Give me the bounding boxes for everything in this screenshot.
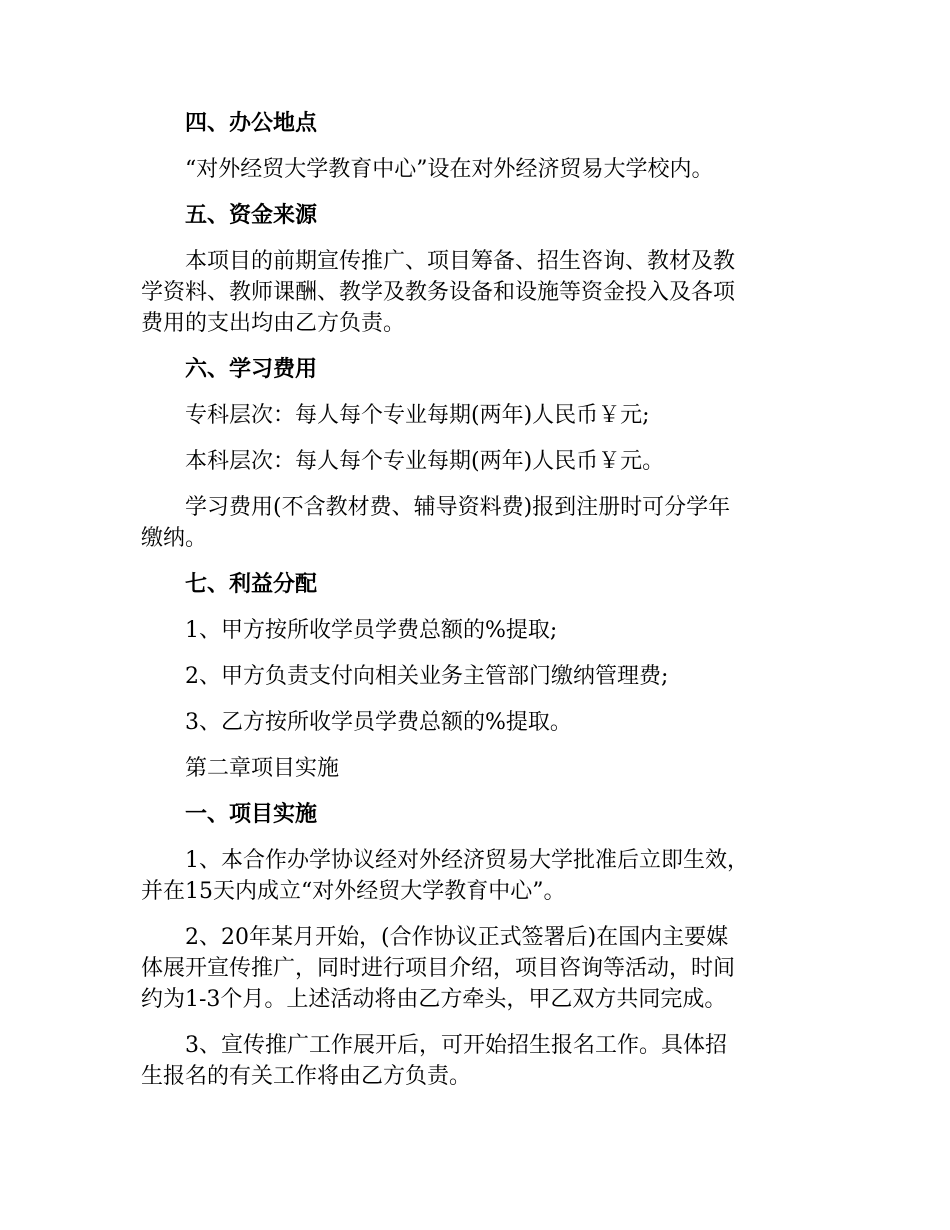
funding-line-3: 费用的支出均由乙方负责。 [141, 311, 406, 336]
section-heading-office-location: 四、办公地点 [185, 111, 318, 136]
fee-note-line-2: 缴纳。 [141, 526, 208, 551]
section-heading-project-implementation: 一、项目实施 [185, 802, 318, 827]
impl2-line-3: 约为1-3个月。上述活动将由乙方牵头，甲乙双方共同完成。 [141, 987, 727, 1012]
fee-zhuanke: 专科层次：每人每个专业每期(两年)人民币￥元; [185, 403, 650, 428]
impl1-line-1: 1、本合作办学协议经对外经济贸易大学批准后立即生效， [185, 848, 749, 873]
benefit-item-1: 1、甲方按所收学员学费总额的%提取; [185, 618, 558, 643]
implementation-item-1 [141, 845, 816, 907]
funding-line-1: 本项目的前期宣传推广、项目筹备、招生咨询、教材及教 [185, 249, 736, 274]
fee-note-line-1: 学习费用(不含教材费、辅导资料费)报到注册时可分学年 [185, 495, 731, 520]
impl1-line-2: 并在15天内成立“对外经贸大学教育中心”。 [141, 879, 566, 904]
implementation-item-3 [141, 1030, 816, 1092]
section-heading-funding-source: 五、资金来源 [185, 203, 318, 228]
impl3-line-1: 3、宣传推广工作展开后，可开始招生报名工作。具体招 [185, 1033, 727, 1058]
funding-source-text [141, 246, 816, 339]
funding-line-2: 学资料、教师课酬、教学及教务设备和设施等资金投入及各项 [141, 280, 736, 305]
office-location-text: “对外经贸大学教育中心”设在对外经济贸易大学校内。 [185, 157, 714, 182]
benefit-item-2: 2、甲方负责支付向相关业务主管部门缴纳管理费; [185, 664, 669, 689]
benefit-item-3: 3、乙方按所收学员学费总额的%提取。 [185, 710, 572, 735]
document-body [141, 108, 816, 1092]
impl3-line-2: 生报名的有关工作将由乙方负责。 [141, 1064, 472, 1089]
impl2-line-2: 体展开宣传推广，同时进行项目介绍，项目咨询等活动，时间 [141, 956, 736, 981]
chapter-title: 第二章项目实施 [185, 756, 340, 781]
section-heading-benefit-distribution: 七、利益分配 [185, 572, 318, 597]
section-heading-tuition: 六、学习费用 [185, 357, 318, 382]
impl2-line-1: 2、20年某月开始，(合作协议正式签署后)在国内主要媒 [185, 925, 729, 950]
fee-note [141, 492, 816, 554]
fee-benke: 本科层次：每人每个专业每期(两年)人民币￥元。 [185, 449, 665, 474]
implementation-item-2 [141, 922, 816, 1015]
